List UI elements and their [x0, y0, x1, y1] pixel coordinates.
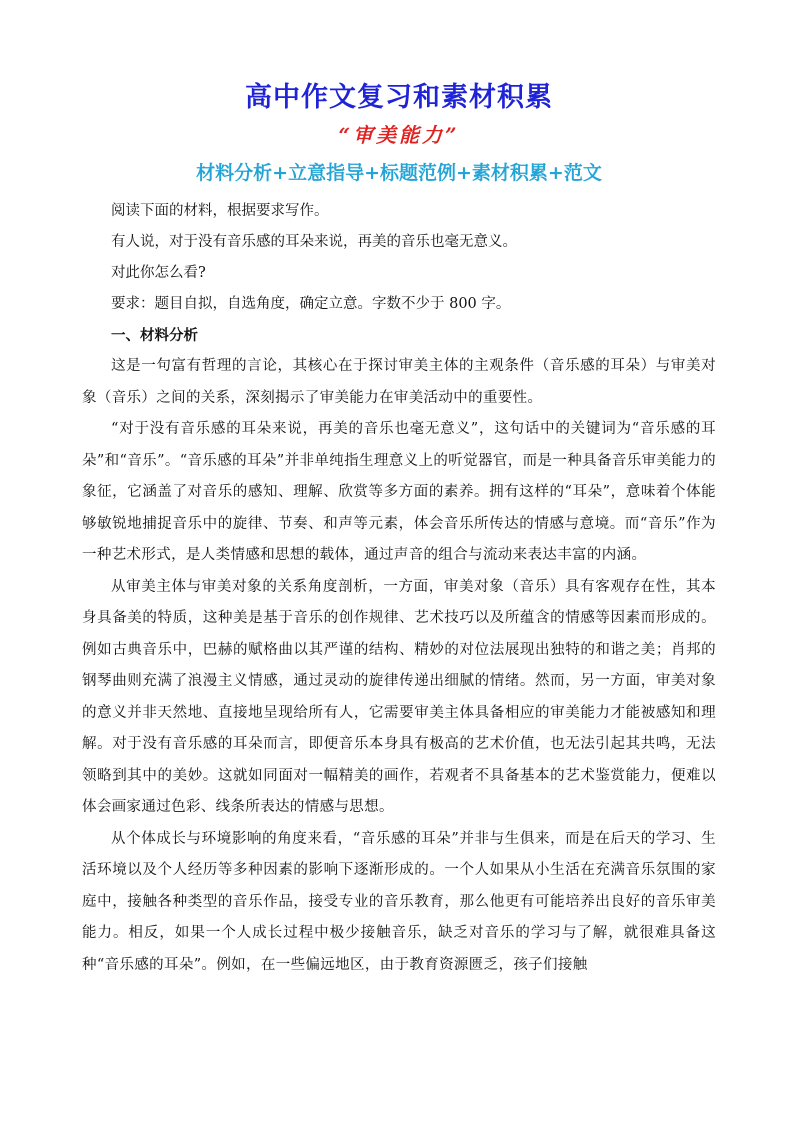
- document-title: 高中作文复习和素材积累: [245, 82, 553, 113]
- prompt-requirement: 要求：题目自拟，自选角度，确定立意。字数不少于 800 字。: [111, 296, 511, 312]
- section-heading: 一、材料分析: [111, 327, 198, 344]
- body-paragraph: “对于没有音乐感的耳朵来说，再美的音乐也毫无意义”，这句话中的关键词为“音乐感的耳朵”和“音乐”。“音乐感的耳朵”并非单纯指生理意义上的听觉器官，而是一种具备音乐审美能力的象征，它涵盖了对音乐的感知、理解、欣赏等多方面的素养。拥有这样的“耳朵”，意味着个体能够敏锐地捕捉音乐中的旋律、节奏、和声等元素，体会音乐所传达的情感与意境。而“音乐”作为一种艺术形式，是人类情感和思想的载体，通过声音的组合与流动来表达丰富的内涵。: [82, 421, 716, 563]
- body-paragraph: 这是一句富有哲理的言论，其核心在于探讨审美主体的主观条件（音乐感的耳朵）与审美对象（音乐）之间的关系，深刻揭示了审美能力在审美活动中的重要性。: [82, 358, 716, 406]
- body-paragraph: 从个体成长与环境影响的角度来看，“音乐感的耳朵”并非与生俱来，而是在后天的学习、生活环境以及个人经历等多种因素的影响下逐渐形成的。一个人如果从小生活在充满音乐氛围的家庭中，接触各种类型的音乐作品，接受专业的音乐教育，那么他更有可能培养出良好的音乐审美能力。相反，如果一个人成长过程中极少接触音乐，缺乏对音乐的学习与了解，就很难具备这种“音乐感的耳朵”。例如，在一些偏远地区，由于教育资源匮乏，孩子们接触: [82, 830, 716, 973]
- prompt-intro: 阅读下面的材料，根据要求写作。: [111, 203, 329, 219]
- prompt-question: 对此你怎么看?: [111, 265, 206, 281]
- document-tagline: 材料分析+立意指导+标题范例+素材积累+范文: [196, 162, 602, 184]
- body-paragraph: 从审美主体与审美对象的关系角度剖析，一方面，审美对象（音乐）具有客观存在性，其本身具备美的特质，这种美是基于音乐的创作规律、艺术技巧以及所蕴含的情感等因素而形成的。例如古典音乐中，巴赫的赋格曲以其严谨的结构、精妙的对位法展现出独特的和谐之美；肖邦的钢琴曲则充满了浪漫主义情感，通过灵动的旋律传递出细腻的情绪。然而，另一方面，审美对象的意义并非天然地、直接地呈现给所有人，它需要审美主体具备相应的审美能力才能被感知和理解。对于没有音乐感的耳朵而言，即便音乐本身具有极高的艺术价值，也无法引起其共鸣，无法领略到其中的美妙。这就如同面对一幅精美的画作，若观者不具备基本的艺术鉴赏能力，便难以体会画家通过色彩、线条所表达的情感与思想。: [82, 578, 716, 815]
- document-subtitle: “审美能力”: [338, 123, 460, 147]
- prompt-quote: 有人说，对于没有音乐感的耳朵来说，再美的音乐也毫无意义。: [111, 234, 517, 250]
